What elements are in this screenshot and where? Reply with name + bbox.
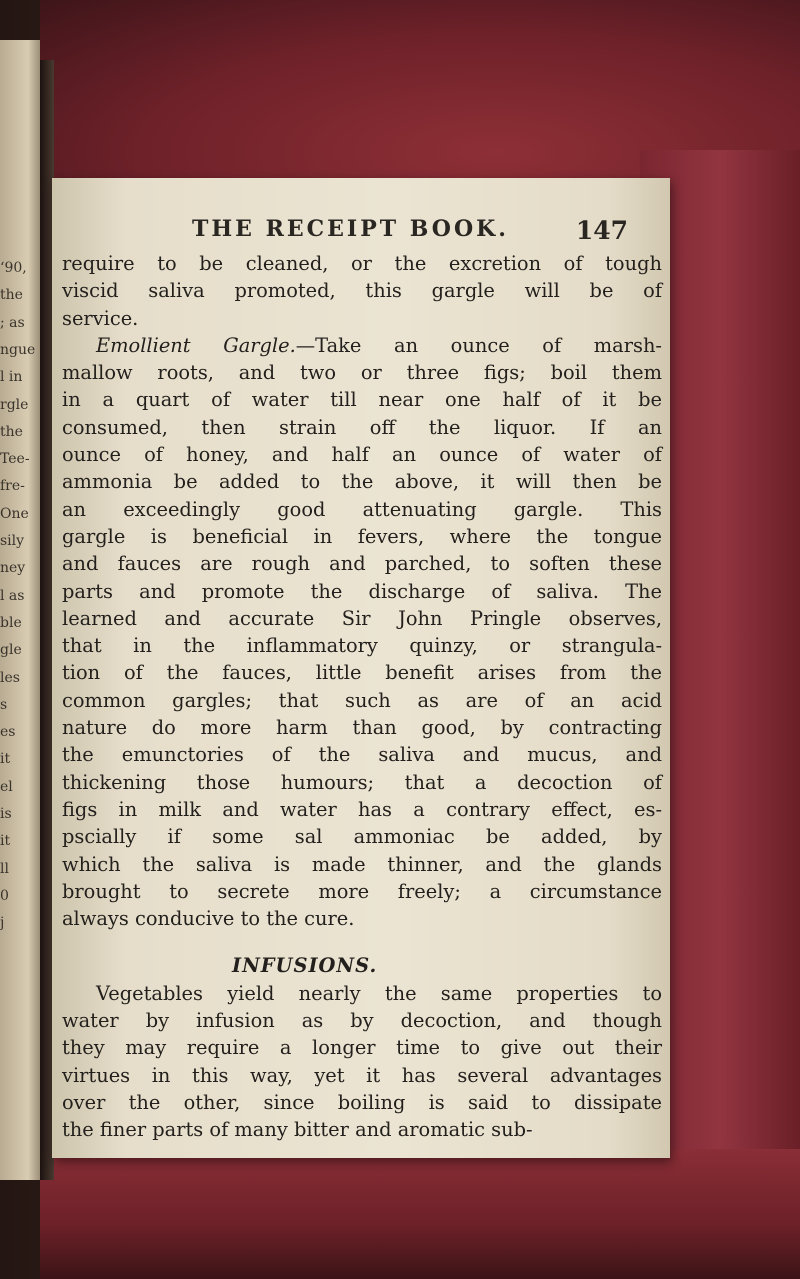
text-line [62, 332, 662, 359]
fragment-text: ; as [0, 314, 25, 331]
fragment-text: 0 [0, 887, 9, 904]
text-line: common gargles; that such as are of an acid [62, 688, 662, 712]
fragment-text: el [0, 778, 13, 795]
recipe-title: Emollient Gargle. [96, 333, 296, 357]
text-line: pscially if some sal ammoniac be added, by [62, 825, 662, 849]
text-line: figs in milk and water has a contrary effect, es- [62, 797, 662, 821]
fragment-text: ll [0, 860, 9, 877]
text-line: gargle is beneficial in fevers, where the tongue [62, 524, 662, 548]
fragment-text: ble [0, 614, 22, 631]
text-line: water by infusion as by decoction, and though [62, 1009, 662, 1033]
fragment-text: ‘90, [0, 260, 27, 276]
text-line: which the saliva is made thinner, and the glands [62, 852, 662, 876]
page-header [52, 212, 670, 252]
text-line: service. [62, 306, 139, 330]
fragment-text: s [0, 696, 8, 713]
fragment-text: it [0, 833, 11, 850]
paragraph-infusions [62, 980, 662, 1144]
text-line: parts and promote the discharge of saliva. The [62, 579, 662, 603]
text-line: the emunctories of the saliva and mucus, and [62, 743, 662, 767]
text-line: that in the inflammatory quinzy, or strangula- [62, 634, 662, 658]
text-line: virtues in this way, yet it has several advantages [62, 1063, 662, 1087]
fragment-text: the [0, 287, 23, 304]
recipe-lines [62, 359, 662, 932]
text-line: over the other, since boiling is said to dissipate [62, 1090, 662, 1114]
fragment-text: is [0, 806, 12, 822]
fragment-text: es [0, 724, 16, 741]
text-line: thickening those humours; that a decoction of [62, 770, 662, 794]
cloth-binding-bottom [40, 1149, 800, 1279]
book-page [52, 178, 670, 1158]
text-line: require to be cleaned, or the excretion of tough [62, 252, 662, 275]
paragraph-continued [62, 250, 662, 332]
text-line: an exceedingly good attenuating gargle. This [62, 497, 662, 521]
previous-page-edge [0, 40, 40, 1180]
text-line: learned and accurate Sir John Pringle observes, [62, 606, 662, 630]
text-line: mallow roots, and two or three figs; boil them [62, 361, 662, 385]
text-line: nature do more harm than good, by contracting [62, 716, 662, 740]
page-body [62, 250, 662, 1144]
text-line: tion of the fauces, little benefit arises from the [62, 661, 662, 685]
fragment-text: Tee- [0, 451, 30, 468]
fragment-text: sily [0, 533, 25, 549]
text-line: ammonia be added to the above, it will then be [62, 470, 662, 494]
fragment-text: les [0, 669, 20, 686]
fragment-text: it [0, 751, 11, 768]
text-line: the finer parts of many bitter and aromatic sub- [62, 1118, 533, 1142]
fragment-text: j [0, 915, 5, 932]
text-line: in a quart of water till near one half of it be [62, 388, 662, 412]
paragraph-emollient-gargle [62, 332, 662, 933]
text-line: they may require a longer time to give out their [62, 1036, 662, 1060]
fragment-text: ngue [0, 341, 36, 358]
fragment-text: l as [0, 587, 25, 604]
fragment-text: gle [0, 642, 22, 659]
fragment-text: the [0, 423, 23, 440]
fragment-text: fre- [0, 478, 25, 495]
text-line: Vegetables yield nearly the same properties to [96, 981, 662, 1005]
fragment-text: l in [0, 369, 23, 386]
fragment-text: rgle [0, 396, 29, 413]
running-head: THE RECEIPT BOOK. [192, 216, 509, 242]
recipe-text: —Take an ounce of marsh- [295, 333, 662, 357]
text-line: consumed, then strain off the liquor. If an [62, 415, 662, 439]
text-line: brought to secrete more freely; a circumstance [62, 879, 662, 903]
text-line: and fauces are rough and parched, to soften these [62, 552, 662, 576]
text-line: ounce of honey, and half an ounce of water of [62, 443, 662, 467]
fragment-text: ney [0, 560, 26, 577]
fragment-text: One [0, 505, 29, 522]
text-line: viscid saliva promoted, this gargle will be of [62, 279, 662, 303]
page-number: 147 [575, 216, 628, 245]
section-heading: INFUSIONS. [232, 954, 378, 978]
text-line: always conducive to the cure. [62, 907, 355, 931]
